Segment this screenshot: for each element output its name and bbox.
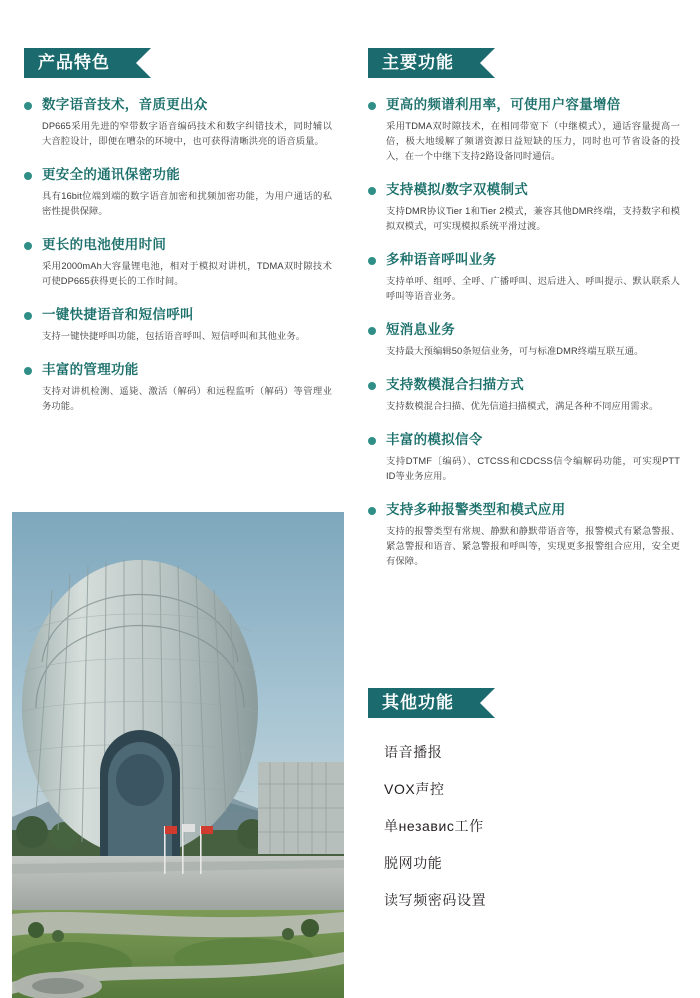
list-item [368,181,680,234]
feature-body: 支持对讲机检测、遥毙、激活（解码）和远程监听（解码）等管理业务功能。 [42,386,332,411]
function-title: 丰富的模拟信令 [386,432,483,447]
features-list [24,96,332,414]
bullet-icon [24,102,32,110]
function-body: 采用TDMA双时隙技术，在相同带宽下（中继模式），通话容量提高一倍，极大地缓解了频谱资源日益短缺的压力，同时也可节省设备的投入，在一个中继下支持2路设备同时通信。 [386,121,680,161]
bullet-icon [24,242,32,250]
bullet-icon [368,327,376,335]
building-photo [12,512,344,998]
features-heading: 产品特色 [24,48,136,78]
other-functions-list [368,744,680,909]
bullet-icon [368,102,376,110]
function-title: 更高的频谱利用率，可使用户容量增倍 [386,97,621,112]
function-body: 支持的报警类型有常规、静默和静默带语音等，报警模式有紧急警报、紧急警报和语音、紧急警报和呼叫等，实现更多报警组合应用，安全更有保障。 [386,526,680,566]
function-title: 多种语音呼叫业务 [386,252,497,267]
list-item [368,96,680,164]
function-title: 支持多种报警类型和模式应用 [386,502,566,517]
functions-list [368,96,680,569]
function-body: 支持数模混合扫描、优先信道扫描模式，满足各种不同应用需求。 [386,401,659,411]
function-body: 支持单呼、组呼、全呼、广播呼叫、迟后进入、呼叫提示、默认联系人呼叫等语音业务。 [386,276,680,301]
function-body: 支持DMR协议Tier 1和Tier 2模式，兼容其他DMR终端，支持数字和模拟双模式，可实现模拟系统平滑过渡。 [386,206,680,231]
bullet-icon [24,312,32,320]
list-item [24,96,332,149]
list-item [368,251,680,304]
list-item [24,306,332,344]
feature-title: 数字语音技术，音质更出众 [42,97,208,112]
function-title: 短消息业务 [386,322,455,337]
feature-body: 具有16bit位端到端的数字语音加密和扰频加密功能，为用户通话的私密性提供保障。 [42,191,332,216]
list-item [24,166,332,219]
list-item: 读写频密码设置 [384,892,487,908]
functions-heading: 主要功能 [368,48,480,78]
list-item [368,431,680,484]
bullet-icon [24,367,32,375]
bullet-icon [24,172,32,180]
list-item [368,321,680,359]
feature-title: 更安全的通讯保密功能 [42,167,180,182]
function-body: 支持最大预编辑50条短信业务，可与标准DMR终端互联互通。 [386,346,644,356]
list-item [368,376,680,414]
feature-title: 一键快捷语音和短信呼叫 [42,307,194,322]
bullet-icon [368,507,376,515]
list-item: 脱网功能 [384,855,443,871]
feature-body: 支持一键快捷呼叫功能，包括语音呼叫、短信呼叫和其他业务。 [42,331,306,341]
function-body: 支持DTMF〔编码）、CTCSS和CDCSS信令编解码功能，可实现PTT ID等业务应用。 [386,456,680,481]
features-column [24,48,332,431]
functions-column [368,48,680,586]
other-heading: 其他功能 [368,688,480,718]
function-title: 支持数模混合扫描方式 [386,377,524,392]
feature-title: 丰富的管理功能 [42,362,139,377]
feature-body: DP665采用先进的窄带数字语音编码技术和数字纠错技术，同时辅以大音腔设计，即便在嘈杂的环境中，也可获得清晰洪亮的语音质量。 [42,121,332,146]
bullet-icon [368,437,376,445]
other-functions-block [368,688,680,929]
bullet-icon [368,382,376,390]
list-item [24,236,332,289]
feature-title: 更长的电池使用时间 [42,237,167,252]
function-title: 支持模拟/数字双模制式 [386,182,529,197]
list-item: 单независ工作 [384,818,484,834]
bullet-icon [368,257,376,265]
bullet-icon [368,187,376,195]
list-item: 语音播报 [384,744,443,760]
feature-body: 采用2000mAh大容量锂电池，相对于模拟对讲机，TDMA双时隙技术可使DP665获得更长的工作时间。 [42,261,332,286]
list-item [368,501,680,569]
list-item [24,361,332,414]
list-item: VOX声控 [384,781,445,797]
